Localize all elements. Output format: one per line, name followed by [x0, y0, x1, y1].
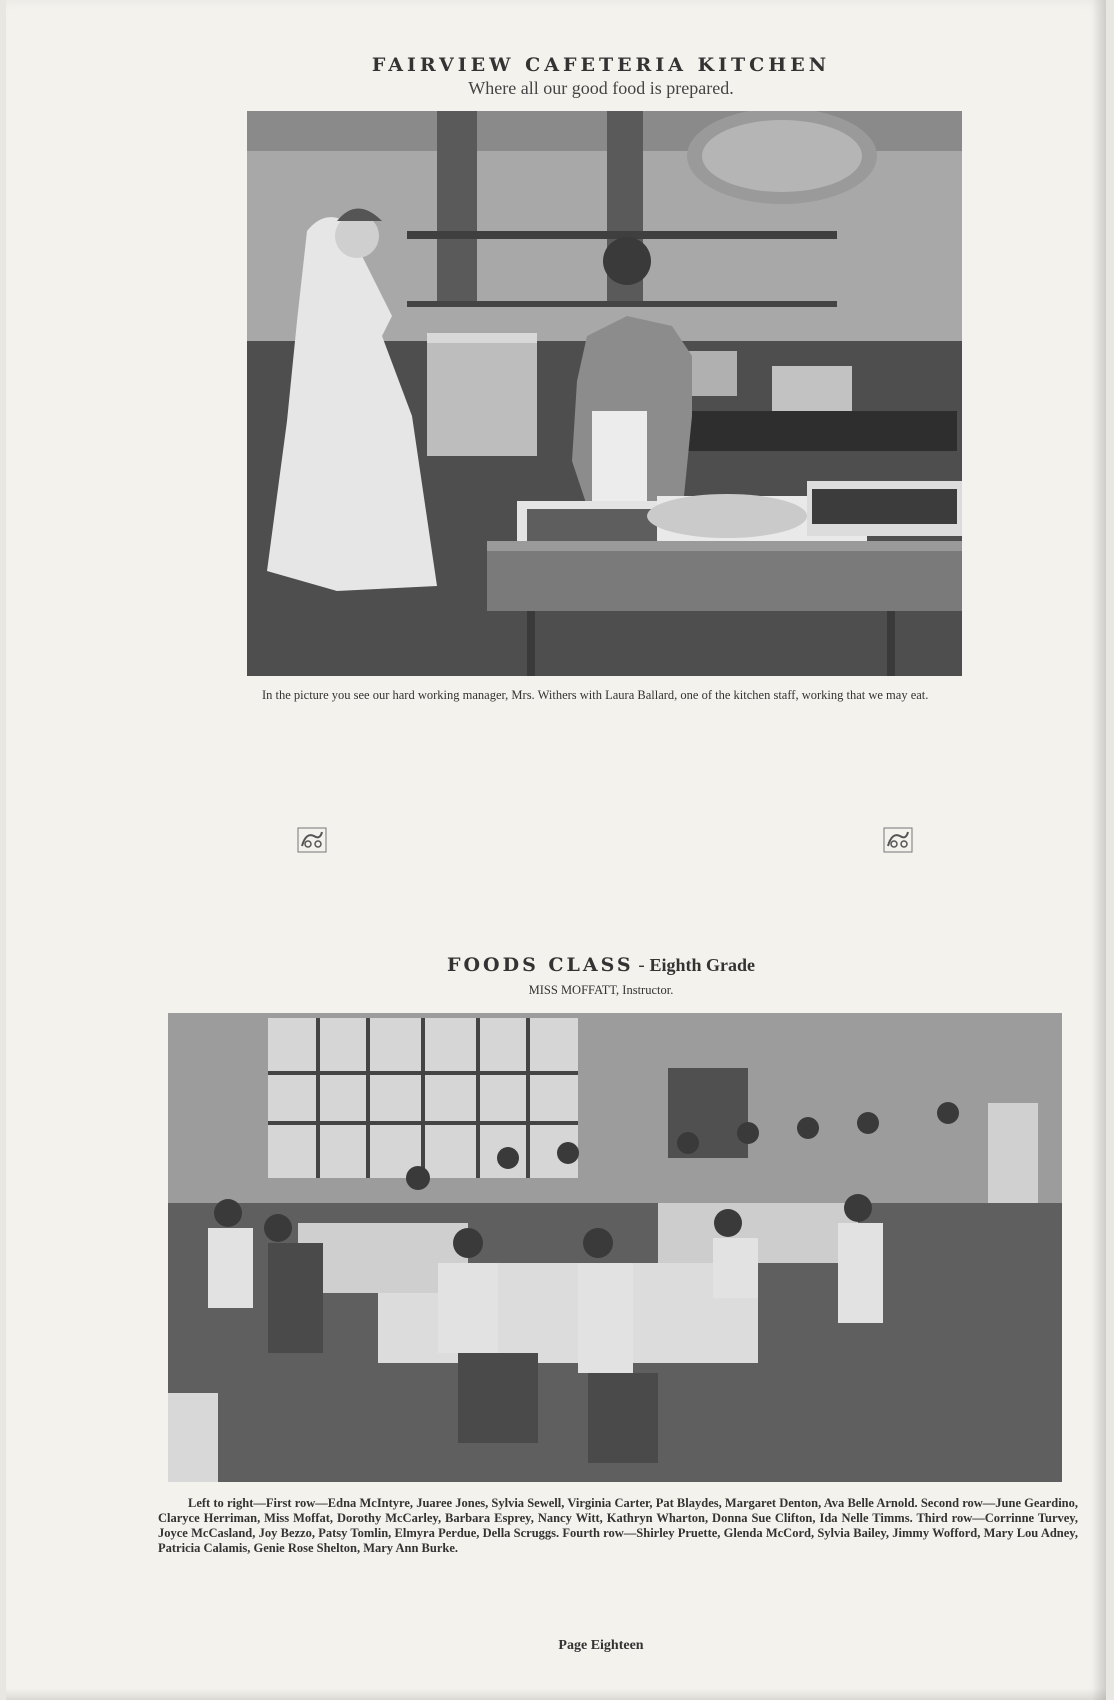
foods-class-instructor: MISS MOFFATT, Instructor.: [528, 983, 674, 997]
page-number: Page Eighteen: [558, 1638, 644, 1653]
kitchen-photo: [247, 111, 962, 676]
ornament-right-icon: [882, 826, 914, 854]
yearbook-page: [6, 0, 1106, 1700]
foods-class-photo-caption: Left to right—First row—Edna McIntyre, Juaree Jones, Sylvia Sewell, Virginia Carter, Pat Blaydes, Margaret Denton, Ava Belle Arnold. Second row—June Geardino, Claryce Herriman, Miss Moffat, Dorothy McCarley, Barbara Esprey, Nancy Witt, Kathryn Wharton, Donna Sue Clifton, Ida Nelle Timms. Third row—Corrinne Turvey, Joyce McCasland, Joy Bezzo, Patsy Tomlin, Elmyra Perdue, Della Scruggs. Fourth row—Shirley Pruette, Glenda McCord, Sylvia Bailey, Jimmy Wofford, Mary Lou Adney, Patricia Calamis, Genie Rose Shelton, Mary Ann Burke.: [158, 1496, 1078, 1555]
foods-class-title-separator: -: [638, 955, 645, 976]
foods-class-title: [6, 954, 1114, 977]
ornament-left-icon: [296, 826, 328, 854]
foods-class-title-grade: Eighth Grade: [649, 955, 755, 975]
kitchen-section-subtitle: Where all our good food is prepared.: [468, 78, 734, 98]
foods-class-photo: [168, 1013, 1062, 1482]
foods-class-title-main: FOODS CLASS: [447, 954, 634, 976]
kitchen-section-title: FAIRVIEW CAFETERIA KITCHEN: [371, 54, 831, 76]
page-edge-shadow: [1092, 0, 1106, 1700]
page-bottom-shadow: [6, 1688, 1106, 1700]
kitchen-photo-caption: In the picture you see our hard working manager, Mrs. Withers with Laura Ballard, one of the kitchen staff, working that we may eat.: [262, 688, 929, 702]
